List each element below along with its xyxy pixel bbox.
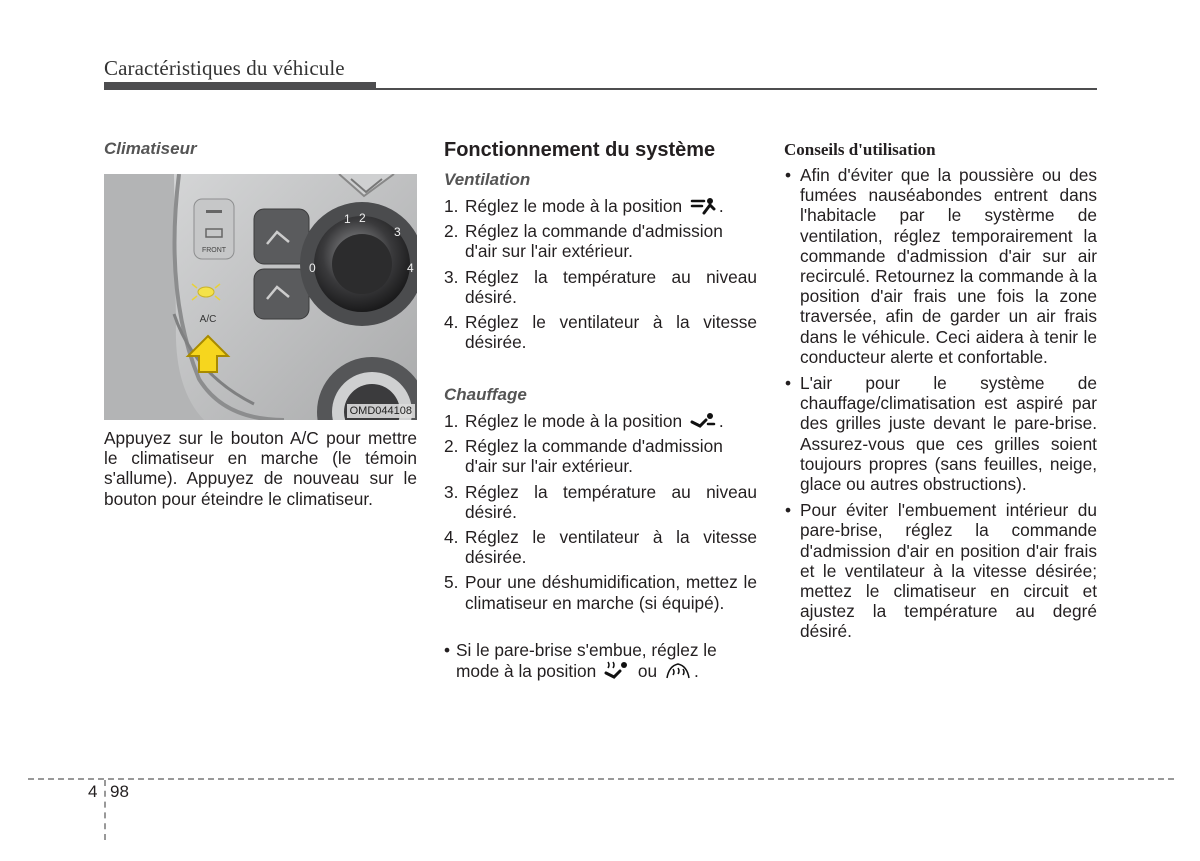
figure-caption: OMD044108 xyxy=(347,404,415,418)
step-number: 5. xyxy=(444,572,459,593)
step-number: 4. xyxy=(444,527,459,548)
step-number: 3. xyxy=(444,266,459,287)
floor-defrost-mode-icon xyxy=(604,660,630,680)
step-number: 3. xyxy=(444,481,459,502)
footer-divider xyxy=(28,778,1174,780)
note-bullet: • xyxy=(444,640,451,660)
usage-tip xyxy=(784,500,1097,641)
tip-text: Pour éviter l'embuement intérieur du pare-brise, réglez la commande d'admission d'air en position d'air frais et le ventilateur à la vitesse désirée; mettez le climatiseur en circuit et ajustez la température au degré désiré. xyxy=(800,500,1097,642)
dial-1: 1 xyxy=(344,212,351,226)
step-text: Réglez le mode à la position xyxy=(465,196,683,216)
dial-2: 2 xyxy=(359,211,366,225)
system-operation-title: Fonctionnement du système xyxy=(444,139,716,161)
tip-text: L'air pour le système de chauffage/climatisation est aspiré par des grilles juste devant le pare-brise. Assurez-vous que ces grilles soient toujours propres (sans feuilles, neige, glace ou autres obstructions). xyxy=(800,373,1097,495)
ac-label: A/C xyxy=(199,314,217,325)
step-suffix: . xyxy=(718,411,724,431)
step-text: Réglez la température au niveau désiré. xyxy=(465,481,757,522)
step-text: Réglez la commande d'admission d'air sur l'air extérieur. xyxy=(465,436,723,477)
step-number: 2. xyxy=(444,436,459,457)
header-rule-thin xyxy=(104,88,1097,90)
step-text: Réglez la température au niveau désiré. xyxy=(465,266,757,307)
usage-tip xyxy=(784,165,1097,367)
tip-bullet: • xyxy=(785,500,792,521)
chauffage-step xyxy=(444,572,757,612)
chauffage-step xyxy=(444,482,757,522)
note-text: Si le pare-brise s'embue, réglez le mode à la position xyxy=(456,640,717,682)
step-text: Réglez le ventilateur à la vitesse désirée. xyxy=(465,312,757,353)
usage-tips-list xyxy=(784,165,1097,648)
climatiseur-paragraph: Appuyez sur le bouton A/C pour mettre le climatiseur en marche (le témoin s'allume). Appuyez de nouveau sur le bouton pour éteindre le climatiseur. xyxy=(104,428,417,509)
ventilation-step xyxy=(444,221,757,261)
dial-0: 0 xyxy=(309,261,316,275)
dial-3: 3 xyxy=(394,225,401,239)
ventilation-step xyxy=(444,196,757,216)
defrost-mode-icon xyxy=(665,660,691,680)
page-header-title: Caractéristiques du véhicule xyxy=(104,56,345,80)
tip-bullet: • xyxy=(785,165,792,185)
defog-note xyxy=(444,640,757,681)
step-number: 4. xyxy=(444,312,459,333)
note-suffix: . xyxy=(693,661,699,682)
front-label: FRONT xyxy=(201,247,227,254)
ac-panel-illustration xyxy=(104,174,417,420)
chauffage-subtitle: Chauffage xyxy=(444,385,527,404)
chauffage-steps xyxy=(444,411,757,618)
usage-tips-title: Conseils d'utilisation xyxy=(784,140,936,159)
tip-bullet: • xyxy=(785,373,792,394)
step-suffix: . xyxy=(718,196,724,216)
climatiseur-subtitle: Climatiseur xyxy=(104,139,197,158)
floor-vent-mode-icon xyxy=(690,412,716,430)
chauffage-step xyxy=(444,411,757,431)
face-vent-mode-icon xyxy=(690,197,716,215)
step-number: 2. xyxy=(444,221,459,242)
usage-tip xyxy=(784,373,1097,494)
chauffage-step xyxy=(444,436,757,476)
ventilation-step xyxy=(444,267,757,307)
step-number: 1. xyxy=(444,196,459,216)
note-or: ou xyxy=(637,661,658,682)
step-text: Réglez le mode à la position xyxy=(465,411,683,431)
step-number: 1. xyxy=(444,411,459,431)
ventilation-steps xyxy=(444,196,757,357)
footer-vertical-divider xyxy=(104,780,106,840)
ventilation-subtitle: Ventilation xyxy=(444,170,531,189)
step-text: Pour une déshumidification, mettez le climatiseur en marche (si équipé). xyxy=(465,572,757,613)
chauffage-step xyxy=(444,527,757,567)
step-text: Réglez le ventilateur à la vitesse désirée. xyxy=(465,527,757,568)
ventilation-step xyxy=(444,312,757,352)
page-number: 98 xyxy=(110,782,129,801)
ac-panel-figure xyxy=(104,174,417,420)
step-text: Réglez la commande d'admission d'air sur l'air extérieur. xyxy=(465,221,723,262)
chapter-number: 4 xyxy=(88,782,98,801)
tip-text: Afin d'éviter que la poussière ou des fumées nauséabondes entrent dans l'habitacle par le systèrme de ventilation, réglez temporairement la commande d'admission d'air sur air recirculé. Retournez la commande à la position d'air frais une fois la zone traversée, afin de garder un air frais dans le véhicule. Ceci aidera à tenir le conducteur alerte et confortable. xyxy=(800,165,1097,367)
dial-4: 4 xyxy=(407,261,414,275)
